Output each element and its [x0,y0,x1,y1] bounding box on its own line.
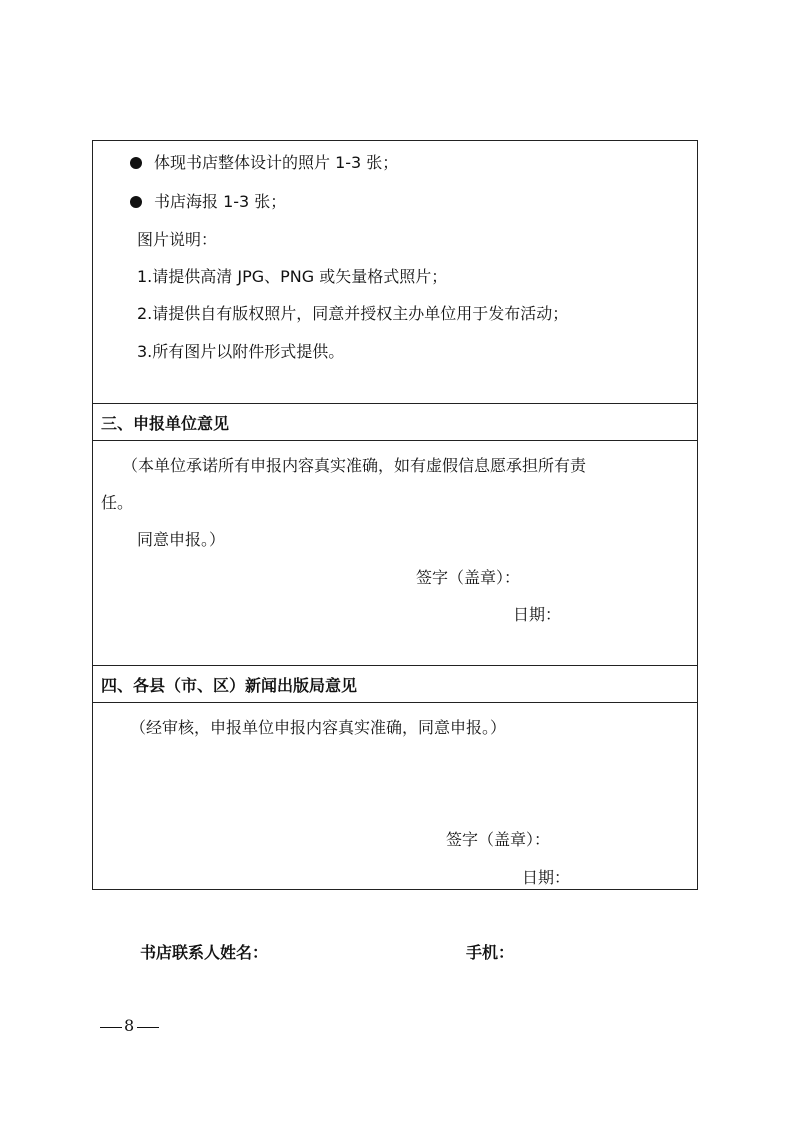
contact-phone-label: 手机： [466,943,515,962]
photo-note-1: 1.请提供高清 JPG、PNG 或矢量格式照片； [137,267,448,286]
photo-note-3: 3.所有图片以附件形式提供。 [137,342,345,361]
photo-item-1: 体现书店整体设计的照片 1-3 张； [130,152,398,174]
photo-item-2: 书店海报 1-3 张； [130,191,286,213]
section4-text: （经审核，申报单位申报内容真实准确，同意申报。） [130,718,507,737]
section3-text-line2: 任。 [101,493,134,512]
photo-note-2: 2.请提供自有版权照片，同意并授权主办单位用于发布活动； [137,304,569,323]
section3-date-label: 日期： [513,605,562,624]
bullet-icon [130,196,142,208]
section4-sign-label: 签字（盖章）： [446,830,551,849]
section3-text-line3: 同意申报。） [137,530,226,549]
page-number: 8 [124,1016,135,1035]
section4-header: 四、各县（市、区）新闻出版局意见 [101,676,358,695]
contact-name-label: 书店联系人姓名： [140,943,269,962]
photo-note-title: 图片说明： [137,230,218,249]
page-number-rule-left [100,1027,122,1028]
section3-sign-label: 签字（盖章）： [416,568,521,587]
bullet-icon [130,157,142,169]
section3-text-line1: （本单位承诺所有申报内容真实准确，如有虚假信息愿承担所有责 [122,456,587,475]
section4-date-label: 日期： [522,868,571,887]
page-number-rule-right [137,1027,159,1028]
section3-header: 三、申报单位意见 [101,414,230,433]
